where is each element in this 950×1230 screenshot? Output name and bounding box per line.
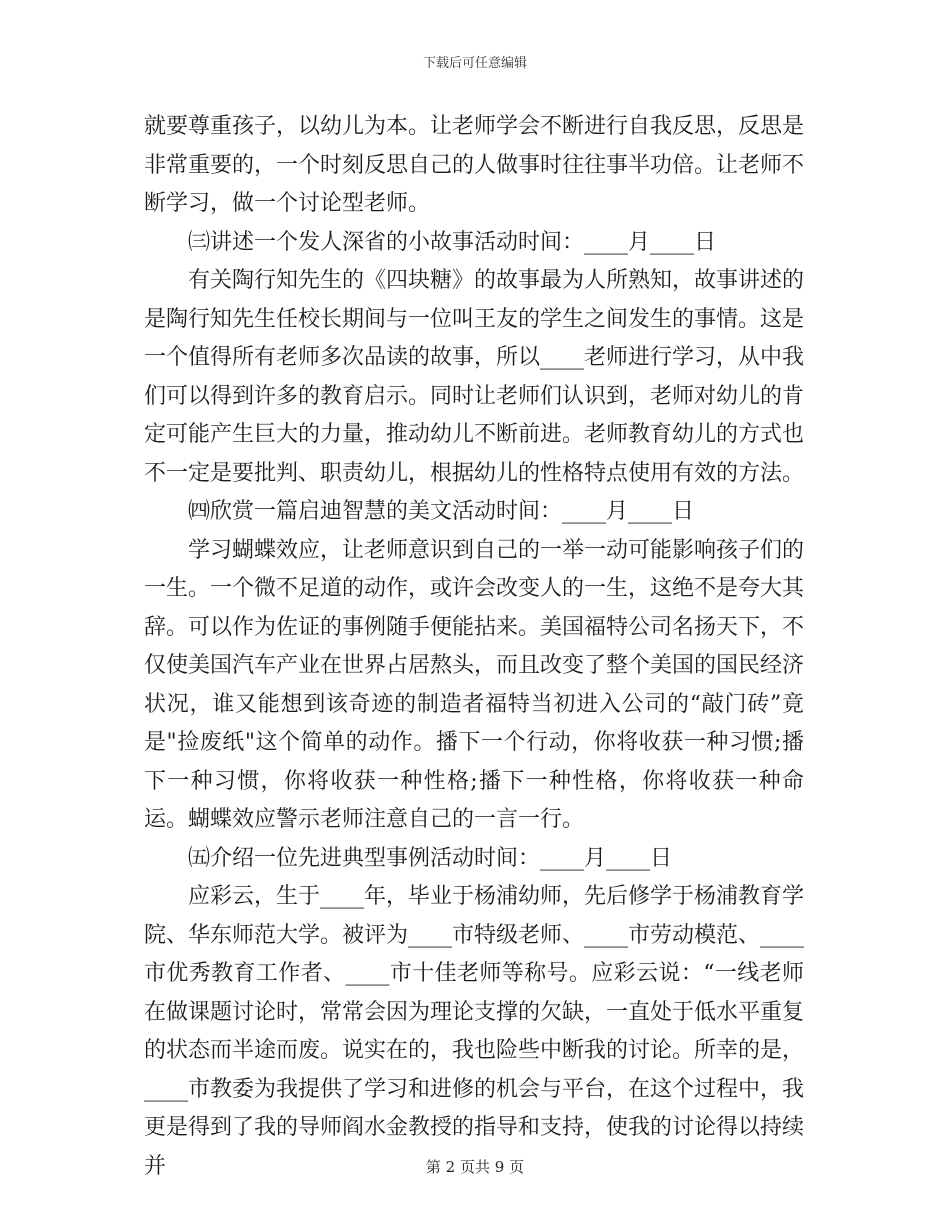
page-header: 下载后可任意编辑 (422, 56, 527, 71)
paragraph-intro: 就要尊重孩子，以幼儿为本。让老师学会不断进行自我反思，反思是非常重要的，一个时刻反思自己的人做事时往往事半功倍。让老师不断学习，做一个讨论型老师。 (144, 114, 805, 216)
section-heading-5: ㈤介绍一位先进典型事例活动时间：____月____日 (188, 845, 673, 871)
section-heading-4: ㈣欣赏一篇启迪智慧的美文活动时间：____月____日 (188, 499, 695, 524)
paragraph-story: 有关陶行知先生的《四块糖》的故事最为人所熟知，故事讲述的是陶行知先生任校长期间与一位叫王友的学生之间发生的事情。这是一个值得所有老师多次品读的故事，所以____老师进行学习，从中我们可以得到许多的教育启示。同时让老师们认识到，老师对幼儿的肯定可能产生巨大的力量，推动幼儿不断前进。老师教育幼儿的方式也不一定是要批判、职责幼儿，根据幼儿的性格特点使用有效的方法。 (144, 268, 805, 486)
paragraph-butterfly-effect: 学习蝴蝶效应，让老师意识到自己的一举一动可能影响孩子们的一生。一个微不足道的动作，或许会改变人的一生，这绝不是夸大其辞。可以作为佐证的事例随手便能拈来。美国福特公司名扬天下，不仅使美国汽车产业在世界占居熬头，而且改变了整个美国的国民经济状况，谁又能想到该奇迹的制造者福特当初进入公司的“敲门砖”竟是"捡废纸"这个简单的动作。播下一个行动，你将收获一种习惯;播下一种习惯，你将收获一种性格;播下一种性格，你将收获一种命运。蝴蝶效应警示老师注意自己的一言一行。 (144, 537, 805, 832)
paragraph-model-teacher: 应彩云，生于____年，毕业于杨浦幼师，先后修学于杨浦教育学院、华东师范大学。被评为____市特级老师、____市劳动模范、____市优秀教育工作者、____市十佳老师等称号。应彩云说：“一线老师在做课题讨论时，常常会因为理论支撑的欠缺，一直处于低水平重复的状态而半途而废。说实在的，我也险些中断我的讨论。所幸的是，____市教委为我提供了学习和进修的机会与平台，在这个过程中，我更是得到了我的导师阎水金教授的指导和支持，使我的讨论得以持续并 (144, 884, 805, 1179)
section-heading-3: ㈢讲述一个发人深省的小故事活动时间：____月____日 (188, 229, 717, 255)
page-footer: 第 2 页共 9 页 (425, 1158, 525, 1176)
document-body (144, 108, 804, 1186)
